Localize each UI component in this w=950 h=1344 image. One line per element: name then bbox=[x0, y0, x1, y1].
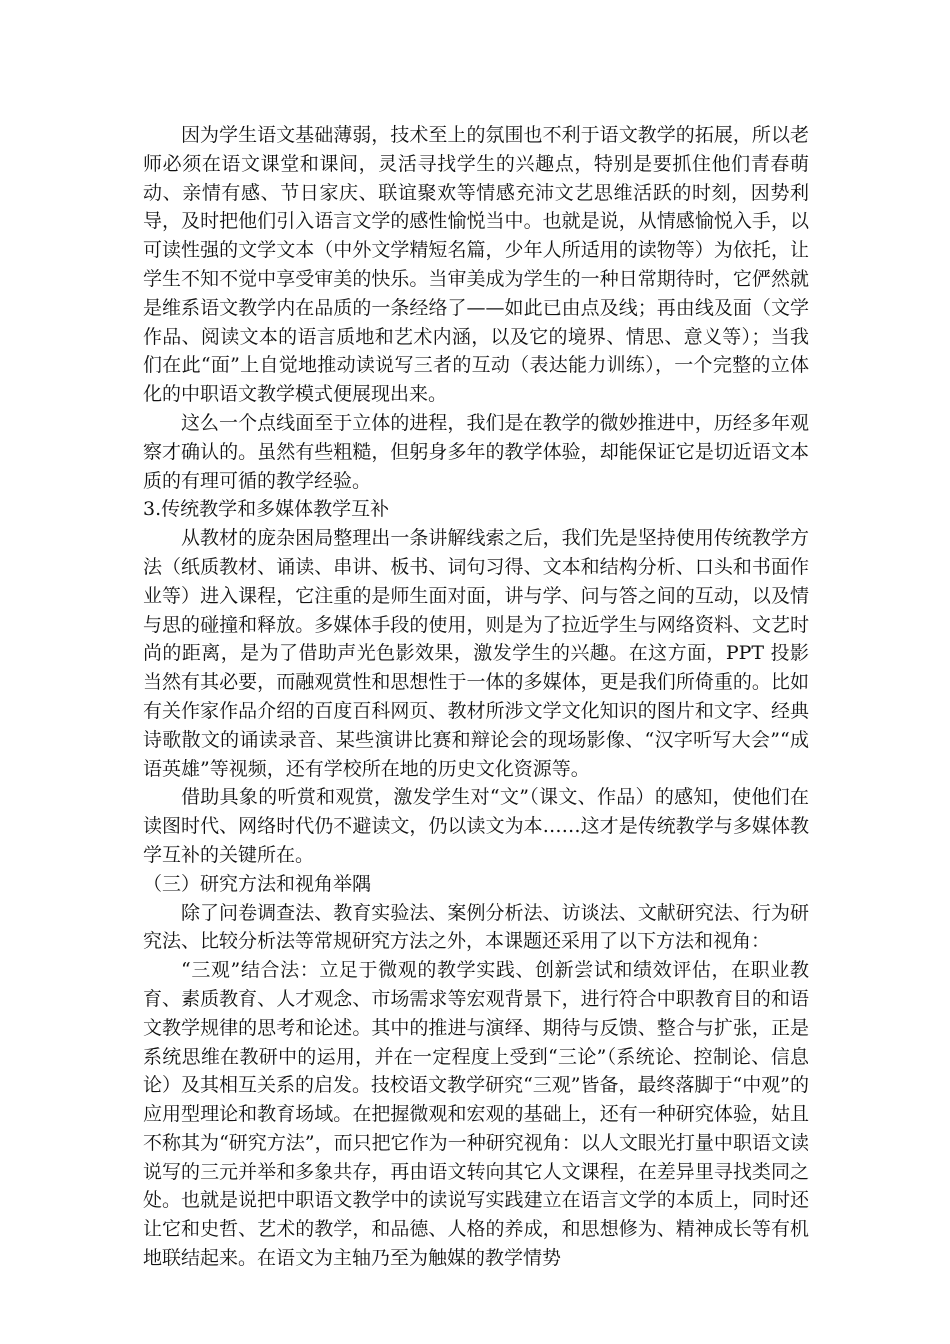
paragraph: 从教材的庞杂困局整理出一条讲解线索之后，我们先是坚持使用传统教学方法（纸质教材、诵读、串讲、板书、词句习得、文本和结构分析、口头和书面作业等）进入课程，它注重的是师生面对面，讲与学、问与答之间的互动，以及情与思的碰撞和释放。多媒体手段的使用，则是为了拉近学生与网络资料、文艺时尚的距离，是为了借助声光色影效果，激发学生的兴趣。在这方面，PPT 投影当然有其必要，而融观赏性和思想性于一体的多媒体，更是我们所倚重的。比如有关作家作品介绍的百度百科网页、教材所涉文学文化知识的图片和文字、经典诗歌散文的诵读录音、某些演讲比赛和辩论会的现场影像、“汉字听写大会”“成语英雄”等视频，还有学校所在地的历史文化资源等。 bbox=[143, 527, 809, 780]
document-page bbox=[143, 121, 809, 1273]
paragraph: 借助具象的听赏和观赏，激发学生对“文”（课文、作品）的感知，使他们在读图时代、网络时代仍不避读文，仍以读文为本……这才是传统教学与多媒体教学互补的关键所在。 bbox=[143, 786, 809, 866]
paragraph: “三观”结合法：立足于微观的教学实践、创新尝试和绩效评估，在职业教育、素质教育、人才观念、市场需求等宏观背景下，进行符合中职教育目的和语文教学规律的思考和论述。其中的推进与演绎、期待与反馈、整合与扩张，正是系统思维在教研中的运用，并在一定程度上受到“三论”（系统论、控制论、信息论）及其相互关系的启发。技校语文教学研究“三观”皆备，最终落脚于“中观”的应用型理论和教育场域。在把握微观和宏观的基础上，还有一种研究体验，姑且不称其为“研究方法”，而只把它作为一种研究视角：以人文眼光打量中职语文读说写的三元并举和多象共存，再由语文转向其它人文课程，在差异里寻找类同之处。也就是说把中职语文教学中的读说写实践建立在语言文学的本质上，同时还让它和史哲、艺术的教学，和品德、人格的养成，和思想修为、精神成长等有机地联结起来。在语文为主轴乃至为触媒的教学情势 bbox=[143, 959, 809, 1270]
section-heading: （三）研究方法和视角举隅 bbox=[143, 872, 372, 895]
subsection-heading: 3.传统教学和多媒体教学互补 bbox=[143, 498, 390, 521]
paragraph: 因为学生语文基础薄弱，技术至上的氛围也不利于语文教学的拓展，所以老师必须在语文课堂和课间，灵活寻找学生的兴趣点，特别是要抓住他们青春萌动、亲情有感、节日家庆、联谊聚欢等情感充沛文艺思维活跃的时刻，因势利导，及时把他们引入语言文学的感性愉悦当中。也就是说，从情感愉悦入手，以可读性强的文学文本（中外文学精短名篇，少年人所适用的读物等）为依托，让学生不知不觉中享受审美的快乐。当审美成为学生的一种日常期待时，它俨然就是维系语文教学内在品质的一条经络了——如此已由点及线；再由线及面（文学作品、阅读文本的语言质地和艺术内涵，以及它的境界、情思、意义等）；当我们在此“面”上自觉地推动读说写三者的互动（表达能力训练），一个完整的立体化的中职语文教学模式便展现出来。 bbox=[143, 124, 809, 406]
paragraph: 这么一个点线面至于立体的进程，我们是在教学的微妙推进中，历经多年观察才确认的。虽然有些粗糙，但躬身多年的教学体验，却能保证它是切近语文本质的有理可循的教学经验。 bbox=[143, 411, 809, 492]
paragraph: 除了问卷调查法、教育实验法、案例分析法、访谈法、文献研究法、行为研究法、比较分析法等常规研究方法之外，本课题还采用了以下方法和视角： bbox=[143, 901, 809, 953]
